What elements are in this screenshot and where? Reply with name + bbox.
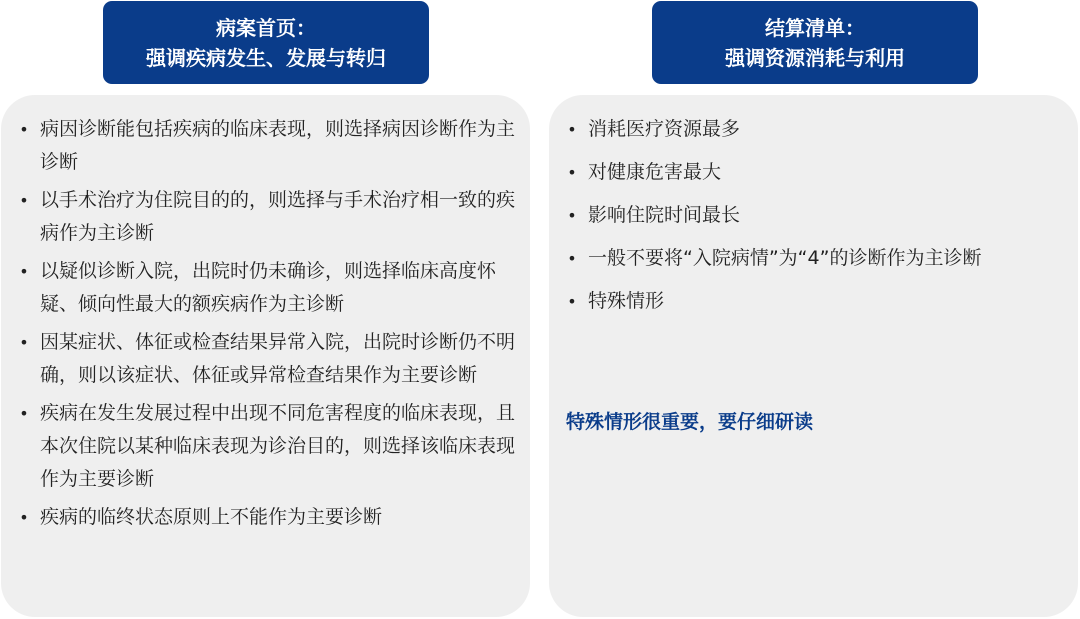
left-header-subtitle: 强调疾病发生、发展与转归	[146, 46, 386, 70]
list-item	[18, 255, 518, 321]
list-item	[18, 397, 518, 496]
left-panel	[1, 95, 530, 617]
right-panel	[549, 95, 1078, 617]
list-item	[18, 501, 518, 534]
right-header	[652, 1, 978, 84]
right-bullet-list	[566, 113, 1016, 328]
left-bullet-list	[18, 113, 518, 539]
list-item-text: 特殊情形	[588, 290, 665, 312]
bullet-icon: •	[19, 508, 29, 527]
emphasis-note: 特殊情形很重要，要仔细研读	[566, 411, 814, 433]
list-item-text: 一般不要将“入院病情”为“4”的诊断作为主诊断	[588, 247, 982, 269]
list-item	[566, 199, 1016, 232]
right-header-title: 结算清单：	[765, 16, 865, 40]
bullet-icon: •	[19, 191, 29, 210]
list-item-text: 疾病的临终状态原则上不能作为主要诊断	[40, 506, 383, 528]
list-item	[566, 242, 1016, 275]
list-item-text: 疾病在发生发展过程中出现不同危害程度的临床表现，且本次住院以某种临床表现为诊治目的，则选择该临床表现作为主要诊断	[40, 402, 516, 490]
bullet-icon: •	[19, 262, 29, 281]
list-item-text: 对健康危害最大	[588, 161, 722, 183]
bullet-icon: •	[567, 292, 577, 311]
bullet-icon: •	[567, 249, 577, 268]
bullet-icon: •	[19, 404, 29, 423]
bullet-icon: •	[19, 333, 29, 352]
list-item	[18, 184, 518, 250]
bullet-icon: •	[19, 120, 29, 139]
bullet-icon: •	[567, 206, 577, 225]
list-item	[566, 285, 1016, 318]
list-item	[18, 326, 518, 392]
left-header-title: 病案首页：	[216, 16, 316, 40]
left-header	[103, 1, 429, 84]
list-item-text: 以手术治疗为住院目的的，则选择与手术治疗相一致的疾病作为主诊断	[40, 189, 516, 244]
bullet-icon: •	[567, 163, 577, 182]
list-item-text: 因某症状、体征或检查结果异常入院，出院时诊断仍不明确，则以该症状、体征或异常检查结果作为主要诊断	[40, 331, 516, 386]
list-item	[566, 113, 1016, 146]
right-header-subtitle: 强调资源消耗与利用	[725, 46, 905, 70]
list-item	[18, 113, 518, 179]
list-item-text: 以疑似诊断入院，出院时仍未确诊，则选择临床高度怀疑、倾向性最大的额疾病作为主诊断	[40, 260, 497, 315]
list-item-text: 消耗医疗资源最多	[588, 118, 741, 140]
list-item	[566, 156, 1016, 189]
bullet-icon: •	[567, 120, 577, 139]
list-item-text: 病因诊断能包括疾病的临床表现，则选择病因诊断作为主诊断	[40, 118, 516, 173]
list-item-text: 影响住院时间最长	[588, 204, 741, 226]
